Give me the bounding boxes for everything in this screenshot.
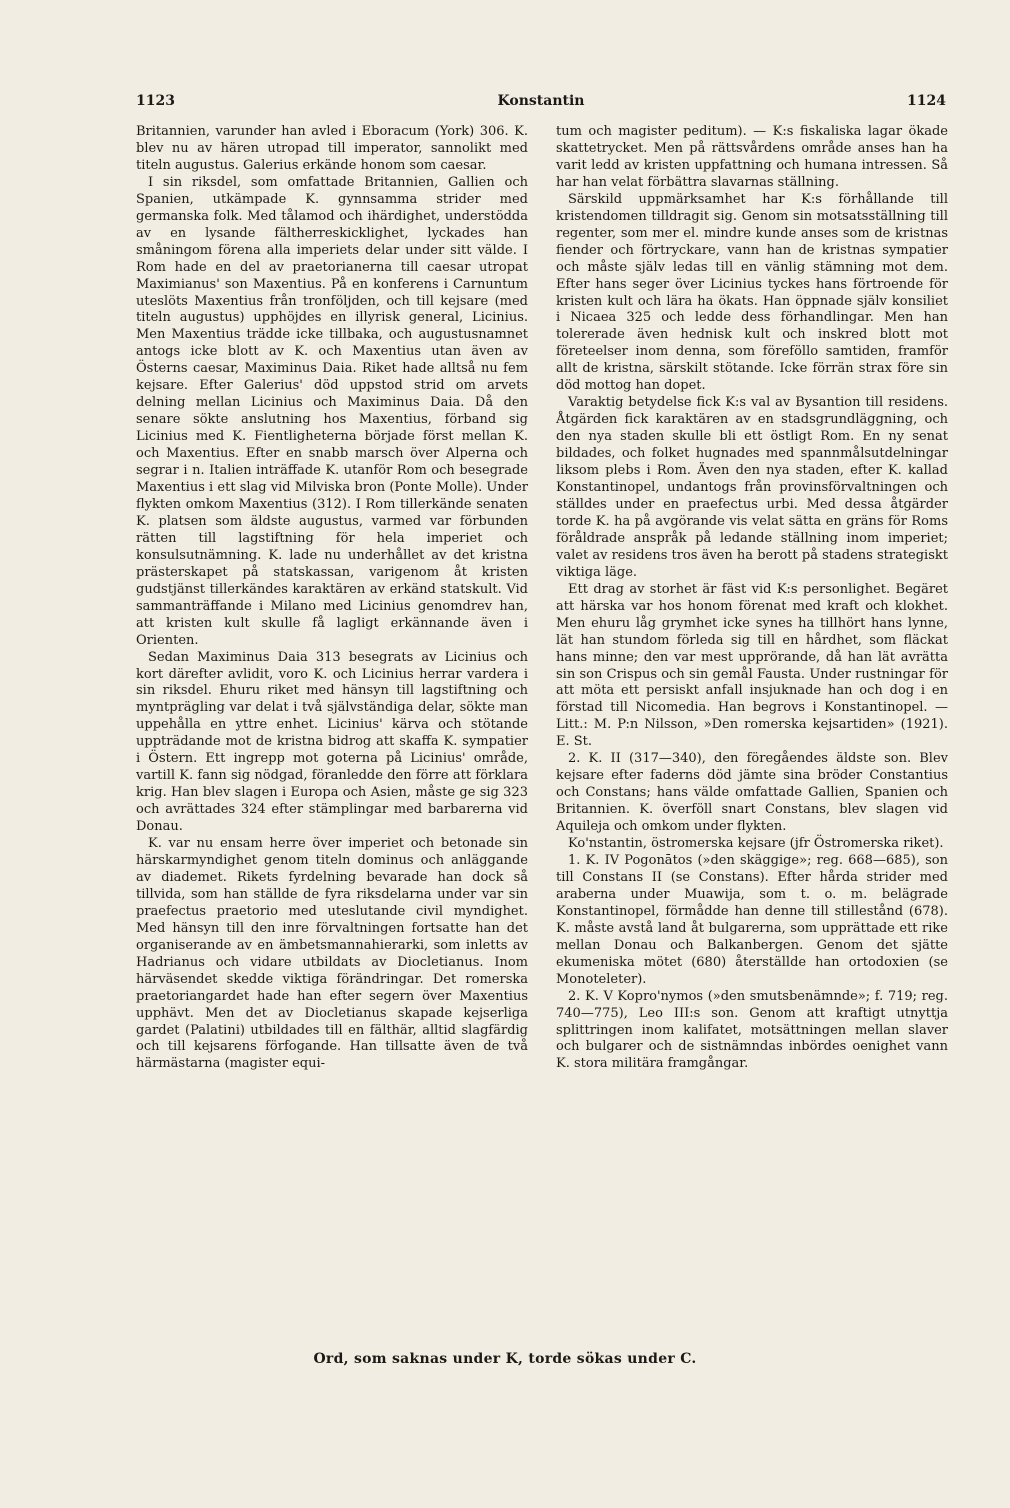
page-header: [136, 93, 946, 113]
running-title: Konstantin: [497, 93, 585, 109]
paragraph: Sedan Maximinus Daia 313 besegrats av Licinius och kort därefter avlidit, voro K. och Licinius herrar vardera i sin riksdel. Ehuru riket med hänsyn till lagstiftning och myntprägling var delat i två självständiga delar, sökte man uppehålla en yttre enhet. Licinius' kärva och stötande uppträdande mot de kristna bidrog att skaffa K. sympatier i Östern. Ett ingrepp mot goterna på Licinius' område, vartill K. fann sig nödgad, föranledde den förre att förklara krig. Han blev slagen i Europa och Asien, måste ge sig 323 och avrättades 324 efter stämplingar med barbarerna vid Donau.: [136, 649, 528, 835]
paragraph: Varaktig betydelse fick K:s val av Bysantion till residens. Åtgärden fick karaktären av en stadsgrundläggning, och den nya staden skulle bli ett östligt Rom. En ny senat bildades, och folket hugnades med spannmålsutdelningar liksom plebs i Rom. Även den nya staden, efter K. kallad Konstantinopel, undantogs från provinsförvaltningen och ställdes under en praefectus urbi. Med dessa åtgärder torde K. ha på avgörande vis velat sätta en gräns för Roms föråldrade anspråk på ledande ställning inom imperiet; valet av residens tros även ha berott på stadens strategiskt viktiga läge.: [556, 395, 948, 580]
left-page-number: 1123: [136, 93, 175, 109]
paragraph: 2. K. V Kopro'nymos (»den smutsbenämnde»; f. 719; reg. 740—775), Leo III:s son. Genom att kraftigt utnyttja splittringen inom kalifatet, motsättningen mellan slaver och bulgarer och de sistnämndas inbördes oenighet vann K. stora militära framgångar.: [556, 988, 948, 1072]
paragraph: K. var nu ensam herre över imperiet och betonade sin härskarmyndighet genom titeln dominus och anläggande av diademet. Rikets fyrdelning bevarade han dock så tillvida, som han ställde de fyra riksdelarna under var sin praefectus praetorio med uteslutande civil myndighet. Med hänsyn till den inre förvaltningen fortsatte han det organiserande av en ämbetsmannahierarki, som inletts av Hadrianus och vidare utbildats av Diocletianus. Inom härväsendet skedde viktiga förändringar. Det romerska praetoriangardet hade han efter segern över Maxentius upphävt. Men det av Diocletianus skapade kejserliga gardet (Palatini) utbildades till en fälthär, alltid slagfärdig och till kejsarens förfogande. Han tillsatte även de två härmästarna (magister equi-: [136, 836, 528, 1072]
left-column: [136, 124, 528, 1073]
entry-heading: Ko'nstantin, östromerska kejsare (jfr Östromerska riket).: [568, 836, 944, 852]
paragraph: 2. K. II (317—340), den föregåendes äldste son. Blev kejsare efter faderns död jämte sina bröder Constantius och Constans; hans välde omfattade Gallien, Spanien och Britannien. K. överföll snart Constans, blev slagen vid Aquileja och omkom under flykten.: [556, 751, 948, 835]
paragraph: Britannien, varunder han avled i Eboracum (York) 306. K. blev nu av hären utropad till imperator, sannolikt med titeln augustus. Galerius erkände honom som caesar.: [136, 124, 528, 173]
right-page-number: 1124: [907, 93, 946, 109]
right-column: [556, 124, 948, 1073]
paragraph: Ett drag av storhet är fäst vid K:s personlighet. Begäret att härska var hos honom förenat med kraft och klokhet. Men ehuru låg grymhet icke synes ha tillhört hans lynne, lät han stundom förleda sig till en hårdhet, som fläckat hans minne; den var mest upprörande, då han lät avrätta sin son Crispus och sin gemål Fausta. Under rustningar för att möta ett persiskt anfall insjuknade han och dog i en förstad till Nicomedia. Han begrovs i Konstantinopel. — Litt.: M. P:n Nilsson, »Den romerska kejsartiden» (1921). E. St.: [556, 581, 948, 750]
paragraph: 1. K. IV Pogonātos (»den skäggige»; reg. 668—685), son till Constans II (se Constans). Efter hårda strider med araberna under Muawija, som t. o. m. belägrade Konstantinopel, förmådde han denne till stillestånd (678). K. måste avstå land åt bulgarerna, som upprättade ett rike mellan Donau och Balkanbergen. Genom det sjätte ekumeniska mötet (680) återställde han ortodoxien (se Monoteleter).: [556, 852, 948, 987]
paragraph: tum och magister peditum). — K:s fiskaliska lagar ökade skattetrycket. Men på rättsvårdens område anses han ha varit ledd av kristen uppfattning och humana intressen. Så har han velat förbättra slavarnas ställning.: [556, 124, 948, 190]
paragraph: Särskild uppmärksamhet har K:s förhållande till kristendomen tilldragit sig. Genom sin motsatsställning till regenter, som mer el. mindre kunde anses som de kristnas fiender och förtryckare, vann han de kristnas sympatier och måste själv ledas till en vänlig stämning mot dem. Efter hans seger över Licinius tyckes hans förtroende för kristen kult och lära ha ökats. Han öppnade själv konsiliet i Nicaea 325 och ledde dess förhandlingar. Men han tolererade även hednisk kult och inskred blott mot företeelser inom denna, som föreföllo samtiden, framför allt de kristna, särskilt stötande. Icke förrän strax före sin död mottog han dopet.: [556, 191, 948, 394]
page-footer-note: Ord, som saknas under K, torde sökas under C.: [313, 1351, 697, 1367]
paragraph: I sin riksdel, som omfattade Britannien, Gallien och Spanien, utkämpade K. gynnsamma strider med germanska folk. Med tålamod och ihärdighet, understödda av en lysande fältherreskicklighet, lyckades han småningom förena alla imperiets delar under sitt välde. I Rom hade en del av praetorianerna till caesar utropat Maximianus' son Maxentius. På en konferens i Carnuntum uteslöts Maxentius från tronföljden, och till kejsare (med titeln augustus) upphöjdes en illyrisk general, Licinius. Men Maxentius trädde icke tillbaka, och augustusnamnet antogs icke blott av K. och Maxentius utan även av Österns caesar, Maximinus Daia. Riket hade alltså nu fem kejsare. Efter Galerius' död uppstod strid om arvets delning mellan Licinius och Maximinus Daia. Då den senare sökte anslutning hos Maxentius, förband sig Licinius med K. Fientligheterna började först mellan K. och Maxentius. Efter en snabb marsch över Alperna och segrar i n. Italien inträffade K. utanför Rom och besegrade Maxentius i ett slag vid Milviska bron (Ponte Molle). Under flykten omkom Maxentius (312). I Rom tillerkände senaten K. platsen som äldste augustus, varmed var förbunden rätten till lagstiftning för hela imperiet och konsulsutnämning. K. lade nu underhållet av det kristna prästerskapet på statskassan, varigenom åt kristen gudstjänst tillerkändes karaktären av erkänd statskult. Vid sammanträffande i Milano med Licinius genomdrev han, att kristen kult skulle få lagligt erkännande även i Orienten.: [136, 174, 528, 648]
